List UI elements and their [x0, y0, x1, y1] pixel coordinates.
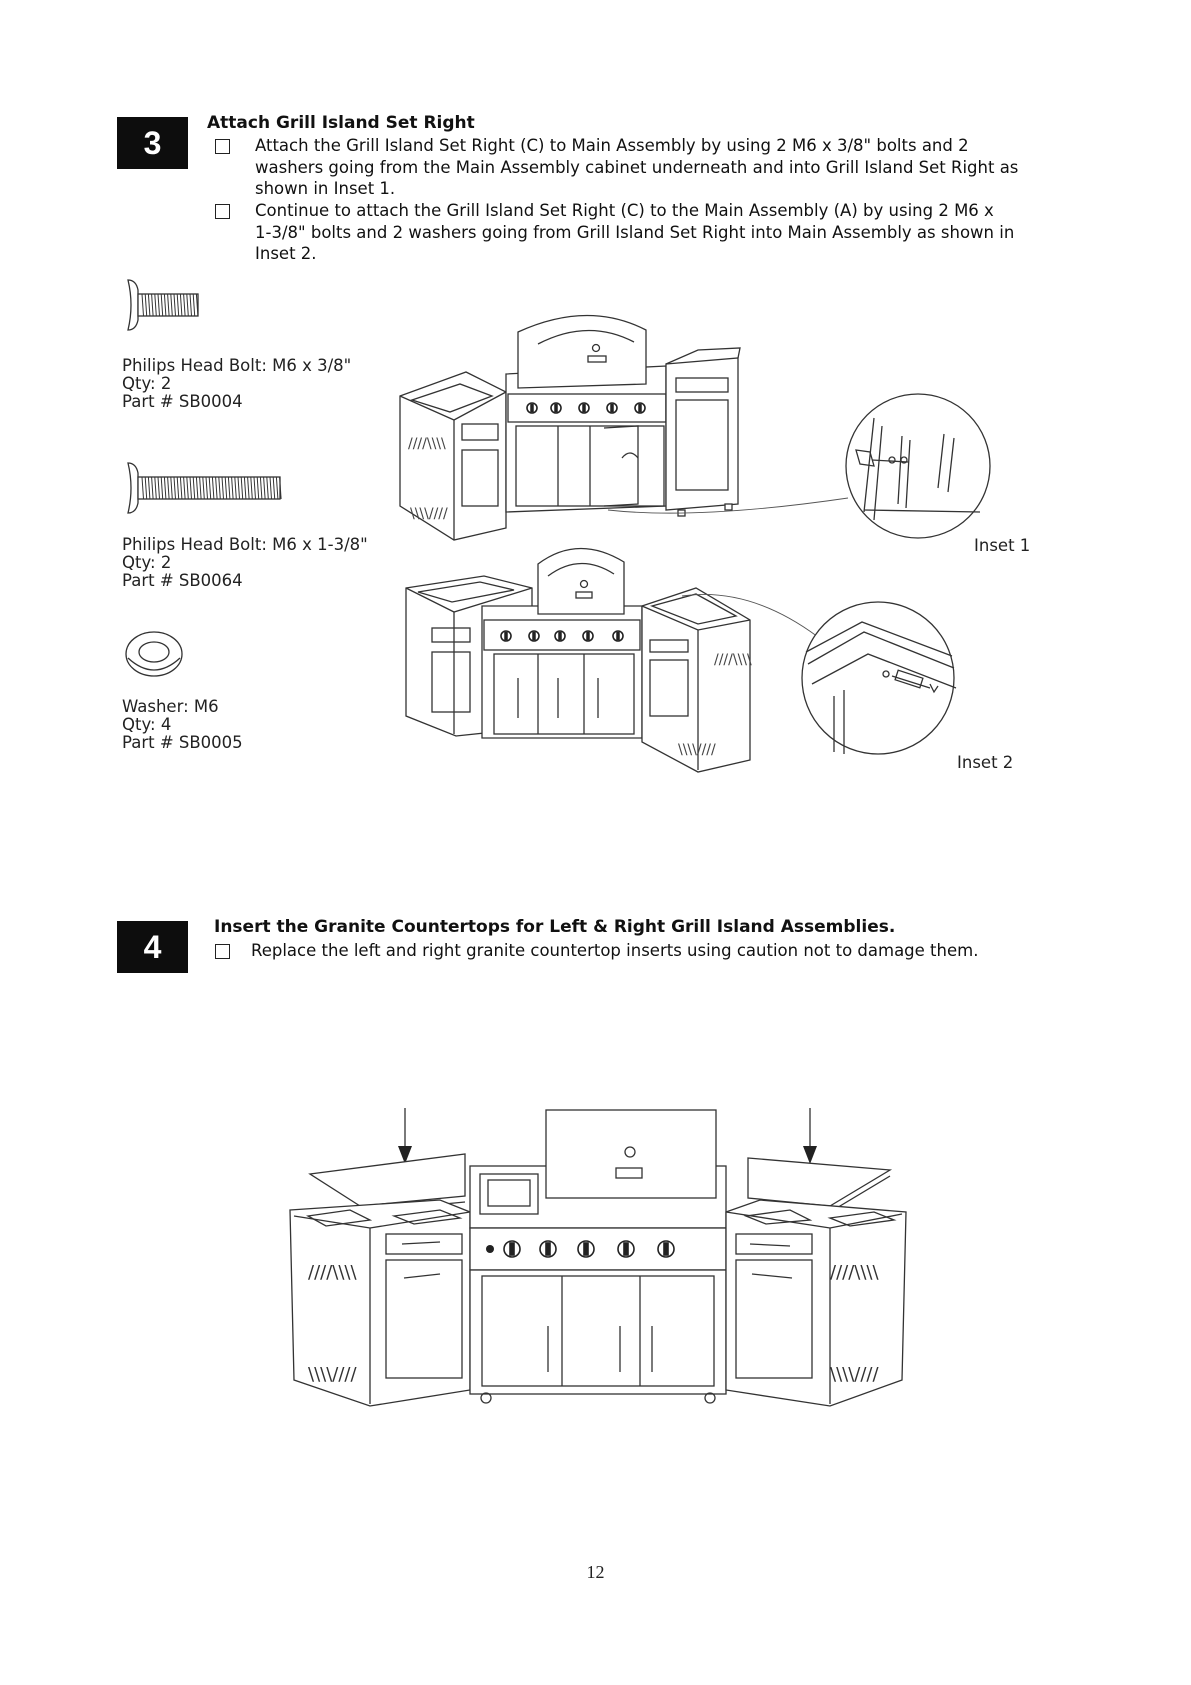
part-name: Philips Head Bolt: M6 x 1-3/8"	[122, 535, 368, 554]
inset-1-label: Inset 1	[974, 536, 1031, 555]
part-qty: Qty: 4	[122, 715, 172, 734]
instruction-line: Continue to attach the Grill Island Set Right (C) to the Main Assembly (A) by using 2 M6 x	[255, 201, 994, 220]
part-name: Philips Head Bolt: M6 x 3/8"	[122, 356, 352, 375]
inset-2-label: Inset 2	[957, 753, 1014, 772]
svg-text:\\\\////: \\\\////	[410, 506, 448, 522]
inset-1-detail	[608, 392, 998, 542]
svg-text:////\\\\: ////\\\\	[308, 1262, 357, 1283]
instruction-line: Replace the left and right granite countertop inserts using caution not to damage them.	[251, 941, 979, 960]
page-number: 12	[586, 1562, 605, 1582]
long-bolt-icon	[122, 455, 287, 521]
step-4-title: Insert the Granite Countertops for Left & Right Grill Island Assemblies.	[214, 917, 896, 937]
checkbox[interactable]	[215, 139, 230, 154]
svg-text:////\\\\: ////\\\\	[714, 652, 752, 668]
svg-text:\\\\////: \\\\////	[830, 1364, 879, 1385]
part-qty: Qty: 2	[122, 374, 172, 393]
svg-text:////\\\\: ////\\\\	[830, 1262, 879, 1283]
step-4-instruction-1	[213, 940, 1113, 964]
instruction-line: shown in Inset 1.	[255, 179, 396, 198]
instruction-line: 1-3/8" bolts and 2 washers going from Grill Island Set Right into Main Assembly as shown in	[255, 222, 1015, 242]
svg-text:////\\\\: ////\\\\	[408, 436, 446, 452]
grill-island-countertops-illustration	[290, 1108, 910, 1410]
step-3-number-badge: 3	[117, 117, 188, 169]
part-number: Part # SB0004	[122, 392, 243, 411]
svg-text:\\\\////: \\\\////	[678, 742, 716, 758]
step-4-number-badge: 4	[117, 921, 188, 973]
instruction-line: Attach the Grill Island Set Right (C) to Main Assembly by using 2 M6 x 3/8" bolts and 2	[255, 136, 969, 155]
instruction-line: washers going from the Main Assembly cabinet underneath and into Grill Island Set Right as	[255, 157, 1019, 177]
checkbox[interactable]	[215, 204, 230, 219]
step-3-instruction-1	[213, 135, 1113, 201]
inset-2-detail	[682, 592, 982, 762]
part-number: Part # SB0064	[122, 571, 243, 590]
step-3-instruction-2	[213, 200, 1113, 266]
part-washer	[122, 698, 243, 752]
checkbox[interactable]	[215, 944, 230, 959]
part-name: Washer: M6	[122, 697, 219, 716]
part-number: Part # SB0005	[122, 733, 243, 752]
part-long-bolt	[122, 536, 368, 590]
svg-text:\\\\////: \\\\////	[308, 1364, 357, 1385]
part-short-bolt	[122, 357, 351, 411]
step-3-title: Attach Grill Island Set Right	[207, 113, 475, 133]
part-qty: Qty: 2	[122, 553, 172, 572]
instruction-line: Inset 2.	[255, 244, 317, 263]
washer-icon	[122, 628, 186, 680]
short-bolt-icon	[122, 272, 202, 338]
